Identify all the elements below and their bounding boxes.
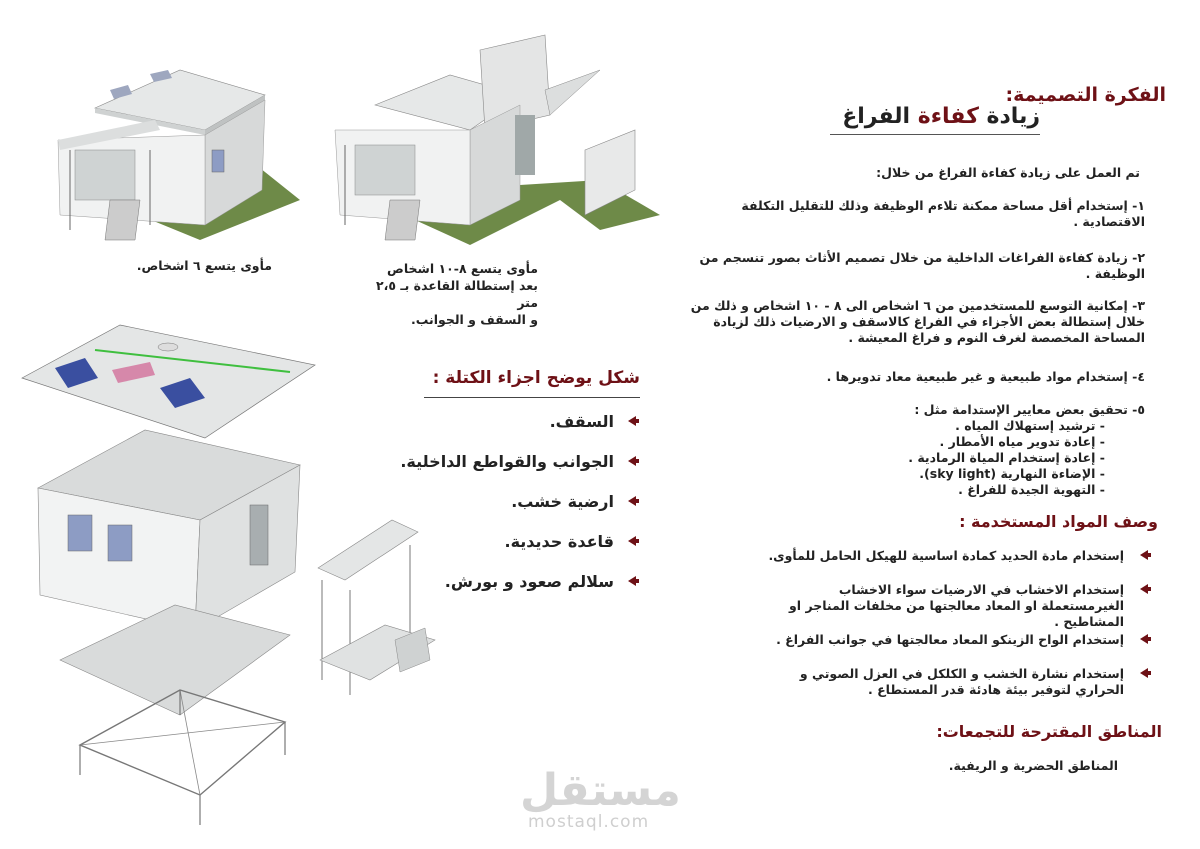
subtitle-part3: الفراغ (842, 104, 918, 129)
design-idea-subtitle (842, 104, 1040, 129)
materials-heading: وصف المواد المستخدمة : (959, 512, 1158, 531)
design-idea-item: ٣- إمكانية التوسع للمستخدمين من ٦ اشخاص الى ٨ - ١٠ اشخاص و ذلك من خلال إستطالة بعض الأجزاء في الفراغ كالاسقف و الارضيات ذلك لزيادة المساحة المخصصة لغرف النوم و فراغ المعيشة . (690, 298, 1145, 345)
watermark-site: mostaql.com (528, 812, 650, 832)
part-text: سلالم صعود و بورش. (444, 572, 614, 591)
arrow-left-icon (1138, 548, 1152, 562)
design-idea-item: ١- إستخدام أقل مساحة ممكنة تلاءم الوظيفة وذلك للتقليل التكلفة الاقتصادية . (741, 198, 1145, 229)
design-idea-item: ٤- إستخدام مواد طبيعية و غير طبيعية معاد تدويرها . (826, 369, 1145, 384)
house-small-drawing (58, 70, 300, 240)
caption-line: بعد إستطالة القاعدة بـ ٢،٥ متر (376, 278, 538, 310)
material-item (752, 632, 1152, 648)
part-text: قاعدة حديدية. (504, 532, 614, 551)
material-text: إستخدام الاخشاب في الارضيات سواء الاخشاب الغيرمستعملة او المعاد معالجتها من مخلفات المناجر او المشاطيح . (789, 582, 1124, 629)
caption-line: مأوى يتسع ٨-١٠ اشخاص (387, 261, 538, 276)
subtitle-part2: كفاءة (917, 104, 979, 129)
exploded-view-drawing (22, 325, 435, 825)
sustainability-item: - الإضاءة النهارية (sky light). (919, 466, 1105, 481)
design-idea-heading: الفكرة التصميمة: (1005, 84, 1166, 106)
material-text: إستخدام الواح الزينكو المعاد معالجتها في جوانب الفراغ . (776, 632, 1124, 647)
subtitle-underline (830, 134, 1040, 135)
arrow-left-icon (626, 454, 640, 468)
material-item (752, 666, 1152, 698)
part-item (511, 492, 640, 511)
sustainability-item: - التهوية الجيدة للفراغ . (958, 482, 1105, 497)
part-item (550, 412, 640, 431)
arrow-left-icon (1138, 632, 1152, 646)
caption-house-expanded (358, 260, 538, 328)
arrow-left-icon (626, 414, 640, 428)
part-item (400, 452, 640, 471)
regions-heading: المناطق المقترحة للتجمعات: (936, 722, 1162, 741)
watermark-logo: مستقل (520, 765, 681, 816)
material-item (752, 582, 1152, 630)
caption-house-small: مأوى يتسع ٦ اشخاص. (136, 258, 272, 273)
sustainability-item: - إعادة إستخدام المياة الرمادية . (908, 450, 1105, 465)
caption-line: و السقف و الجوانب. (411, 312, 538, 327)
material-text: إستخدام مادة الحديد كمادة اساسية للهيكل الحامل للمأوى. (768, 548, 1124, 563)
design-idea-item: ٢- زيادة كفاءة الفراغات الداخلية من خلال تصميم الأثاث بصور تنسجم من الوظيفة . (699, 250, 1145, 281)
parts-underline (424, 397, 640, 398)
part-item (505, 532, 640, 551)
sustainability-item: - إعادة تدوير مياه الأمطار . (939, 434, 1105, 449)
arrow-left-icon (626, 534, 640, 548)
parts-heading: شكل يوضح اجزاء الكتلة : (432, 368, 640, 388)
regions-text: المناطق الحضرية و الريفية. (948, 758, 1118, 773)
part-item (445, 572, 640, 591)
design-idea-item (675, 402, 1145, 498)
part-text: ارضية خشب. (511, 492, 614, 511)
design-idea-intro: تم العمل على زيادة كفاءة الفراغ من خلال: (876, 165, 1140, 180)
arrow-left-icon (626, 574, 640, 588)
arrow-left-icon (626, 494, 640, 508)
sustainability-item: - ترشيد إستهلاك المياه . (955, 418, 1105, 433)
arrow-left-icon (1138, 666, 1152, 680)
part-text: الجوانب والقواطع الداخلية. (400, 452, 614, 471)
sustainability-intro: ٥- تحقيق بعض معايير الإستدامة مثل : (914, 402, 1145, 417)
arrow-left-icon (1138, 582, 1152, 596)
material-text: إستخدام نشارة الخشب و الكلكل في العزل الصوتي و الحراري لتوفير بيئة هادئة قدر المستطاع . (799, 666, 1124, 697)
part-text: السقف. (549, 412, 614, 431)
material-item (752, 548, 1152, 564)
subtitle-part1: زيادة (978, 104, 1040, 129)
house-expanded-drawing (335, 35, 660, 245)
